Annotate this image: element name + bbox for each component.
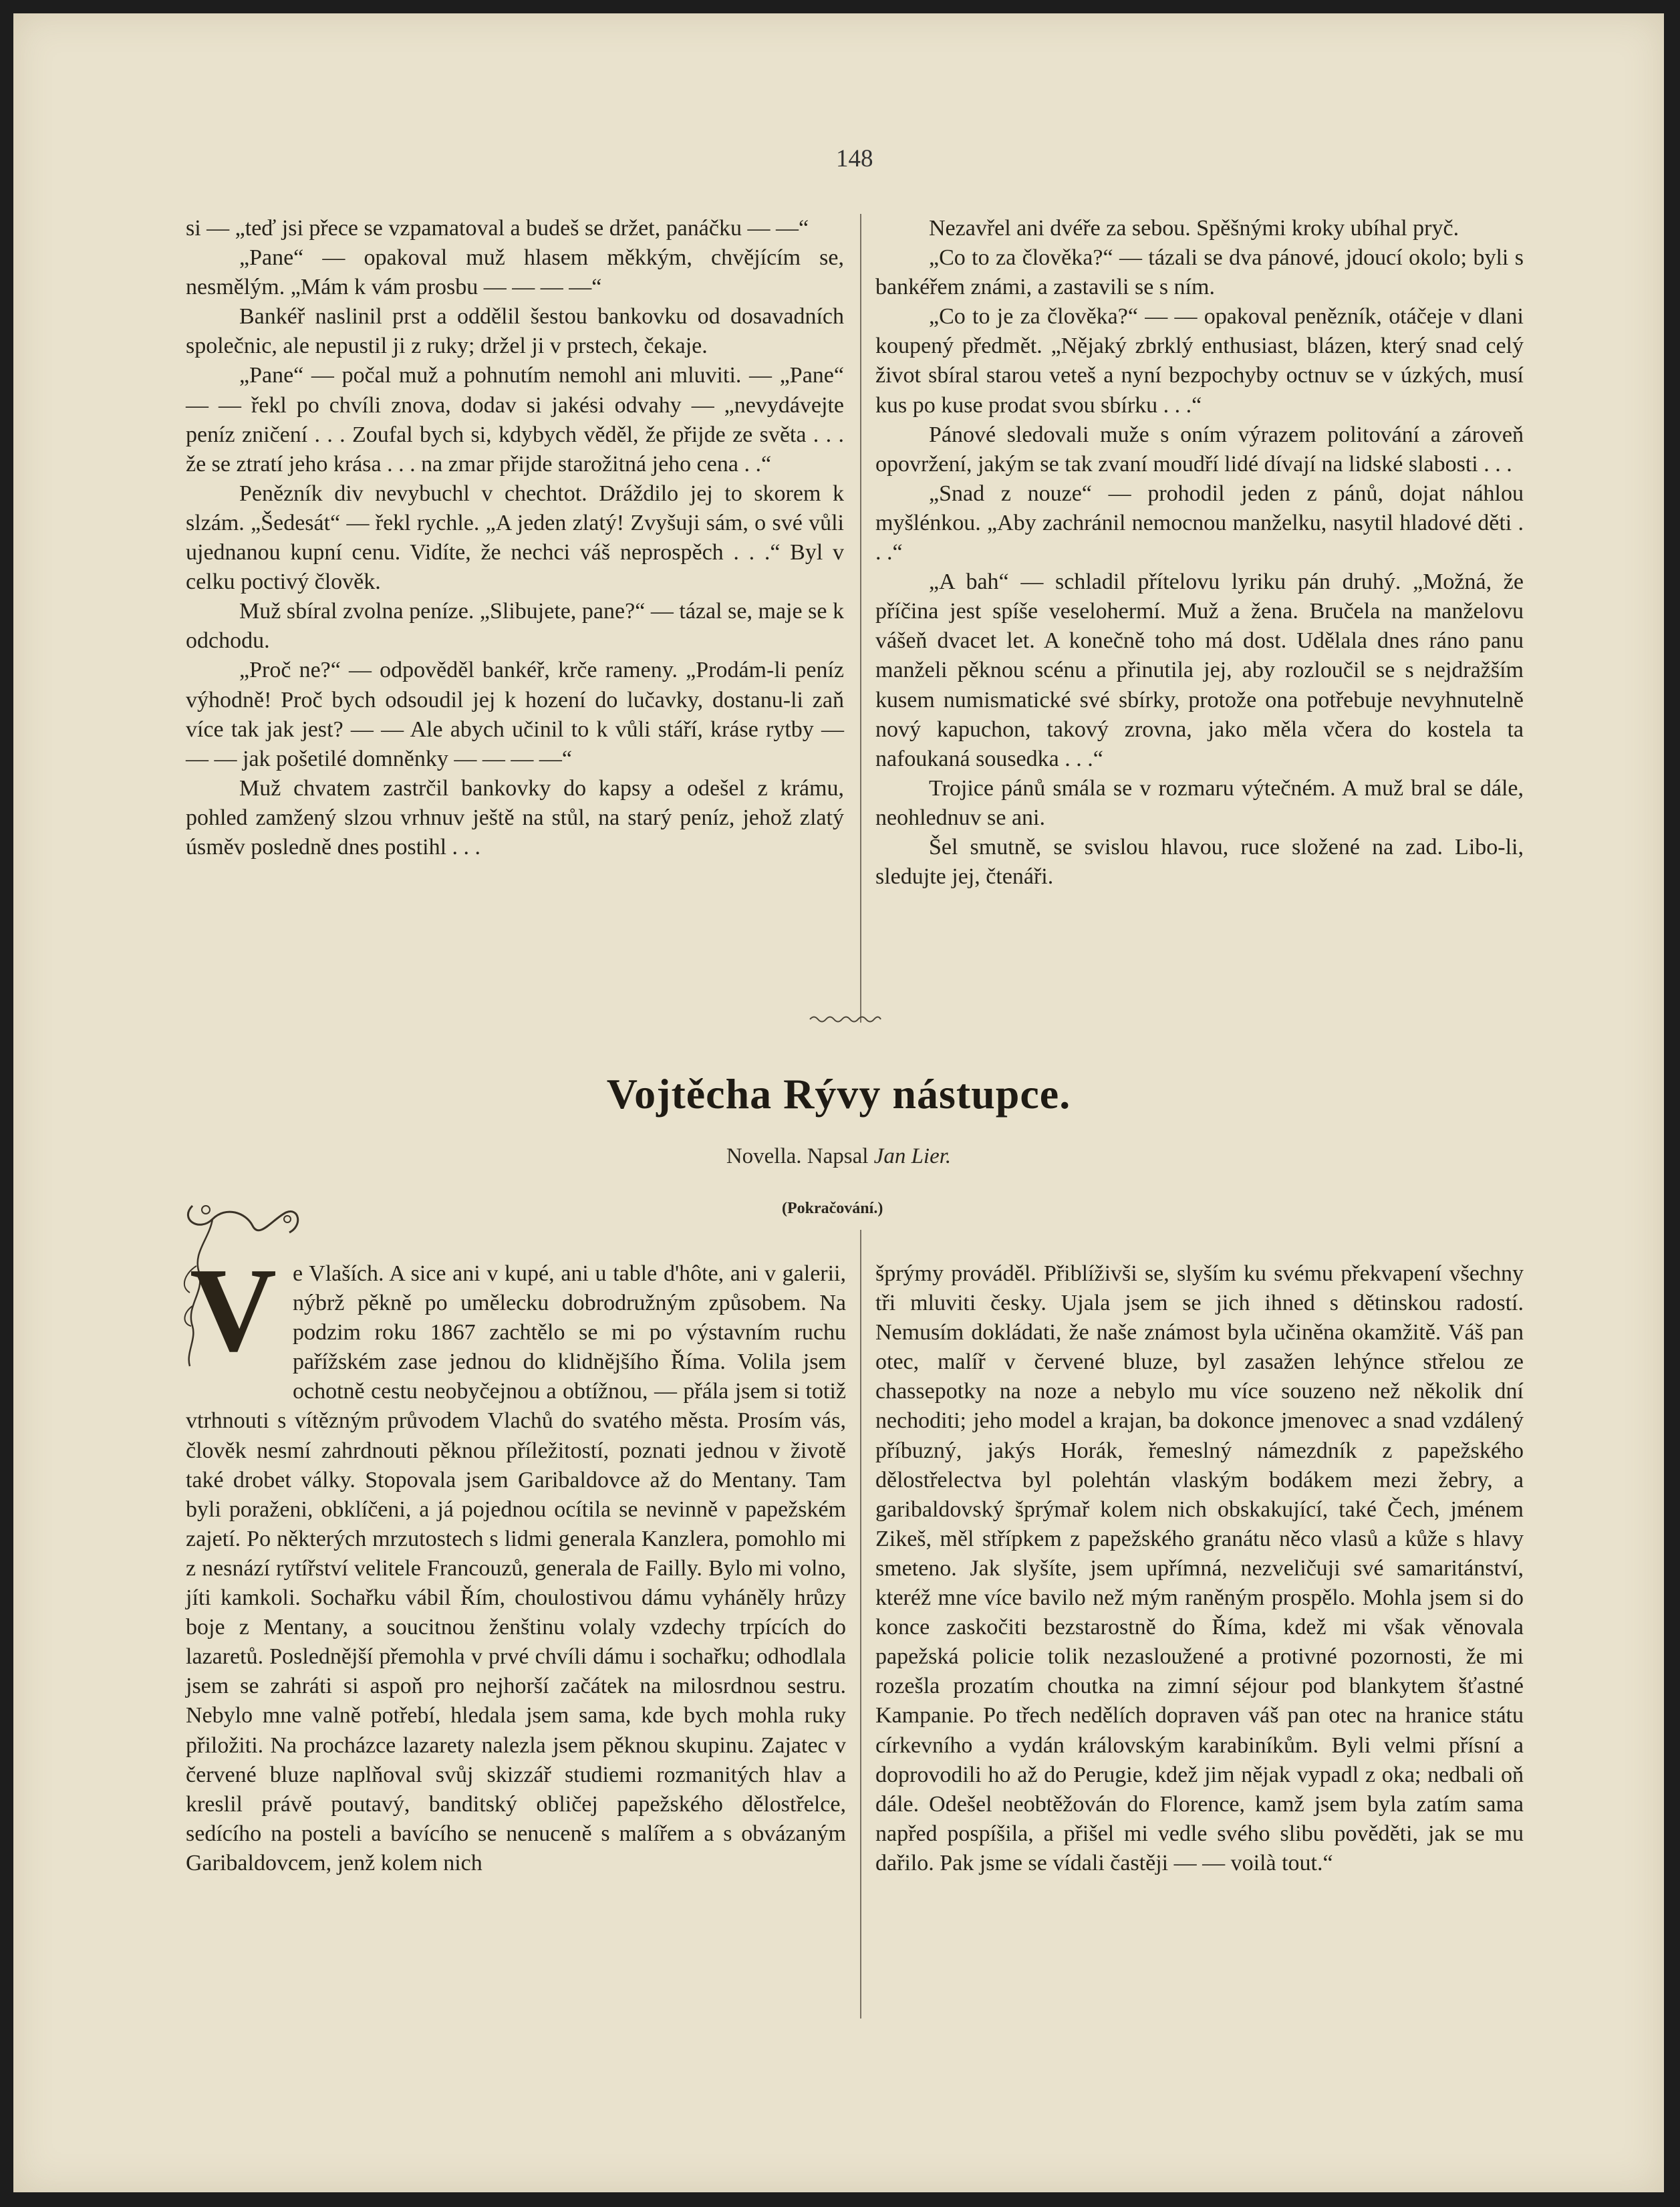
continued-note: (Pokračování.)	[782, 1200, 883, 1217]
paragraph: „Pane“ — počal muž a pohnutím nemohl ani mluviti. — „Pane“ — — řekl po chvíli znova, dodav si jakési odvahy — „nevydávejte peníz zničení . . . Zoufal bych si, kdybych věděl, že přijde ze světa . . . že se ztratí jeho krása . . . na zmar přijde starožitná jeho cena . .“	[186, 363, 844, 477]
paragraph: šprýmy prováděl. Přiblíživši se, slyším ku svému překvapení všechny tři mluviti česky. Ujala jsem se jich ihned s dětinskou radostí. Nemusím dokládati, že naše známost byla učiněna okamžitě. Váš pan otec, malíř v červené bluze, byl zasažen lehýnce střelou ze chassepotky na noze a nebylo mu více souzeno než několik dní nechoditi; jeho model a krajan, ba dokonce jmenovec a snad vzdálený příbuzný, jakýs Horák, řemeslný námezdník z papežského dělostřelectva byl polehtán vlaským bodákem mezi žebry, a garibaldovský šprýmař kolem nich obskakující, také Čech, jménem Zikeš, měl střípkem z papežského granátu něco vlasů a kůže s hlavy smeteno. Jak slyšíte, jsem upřímná, nezveličuji své samaritánství, kteréž mne více bavilo než mým raněným prospělo. Mohla jsem si do konce zaskočiti bezstarostně do Říma, kdež mi však věnovala papežská policie tolik nezasloužené a protivné pozornosti, že mi rozešla prozatím choutka na zimní séjour pod blankytem šťastné Kampanie. Po třech nedělích dopraven váš pan otec na hranice státu církevního a vydán královským karabiníkům. Byli velmi přísní a doprovodili ho až do Perugie, kdež jim nějak vypadl z oka; nedbali oň dále. Odešel neobtěžován do Florence, kamž jsem byla zatím sama napřed pospíšila, a přišel mi vedle svého slibu pověděti, jak se mu dařilo. Pak jsme se vídali častěji — — voilà tout.“	[875, 1261, 1524, 1875]
page-number: 148	[836, 145, 873, 172]
subtitle-prefix: Novella. Napsal	[726, 1144, 869, 1168]
story-subtitle	[13, 1144, 1664, 1169]
top-left-column	[186, 214, 844, 862]
top-right-column	[875, 214, 1524, 892]
paragraph: Nezavřel ani dvéře za sebou. Spěšnými kroky ubíhal pryč.	[929, 216, 1459, 241]
paragraph: „Proč ne?“ — odpověděl bankéř, krče rameny. „Prodám-li peníz výhodně! Proč bych odsoudil jej k hození do lučavky, dostanu-li zaň více tak jak jest? — — Ale abych učinil to k vůli stáří, kráse rytby — — — jak pošetilé domněnky — — — —“	[186, 658, 844, 771]
story-right-column	[875, 1259, 1524, 1878]
author-name: Jan Lier.	[873, 1144, 952, 1168]
paragraph: Pánové sledovali muže s oním výrazem politování a zároveň opovržení, jakým se tak zvaní moudří lidé dívají na lidské slabosti . . .	[875, 422, 1524, 477]
column-divider	[860, 1230, 861, 2019]
scanned-page	[13, 13, 1664, 2192]
paragraph: „A bah“ — schladil přítelovu lyriku pán druhý. „Možná, že příčina jest spíše veselohermí. Muž a žena. Bručela na manželovu vášeň dvacet let. A konečně toho má dost. Udělala dnes ráno panu manželi pěknou scénu a přinutila jej, aby rozloučil se s nejdražším kusem numismatické své sbírky, protože ona potřebuje nevyhnutelně nový kapuchon, takový zrovna, jako měla včera do kostela ta nafoukaná sousedka . . .“	[875, 569, 1524, 771]
paragraph: Muž sbíral zvolna peníze. „Slibujete, pane?“ — tázal se, maje se k odchodu.	[186, 599, 844, 654]
paragraph: Penězník div nevybuchl v chechtot. Dráždilo jej to skorem k slzám. „Šedesát“ — řekl rychle. „A jeden zlatý! Zvyšuji sám, o své vůli ujednanou kupní cenu. Vidíte, že nechci váš neprospěch . . .“ Byl v celku poctivý člověk.	[186, 481, 844, 595]
wavy-separator-ornament	[809, 1013, 882, 1025]
paragraph: „Co to za člověka?“ — tázali se dva pánové, jdoucí okolo; byli s bankéřem známi, a zastavili se s ním.	[875, 245, 1524, 300]
paragraph: Šel smutně, se svislou hlavou, ruce složené na zad. Libo-li, sledujte jej, čtenáři.	[875, 834, 1524, 890]
paragraph: „Pane“ — opakoval muž hlasem měkkým, chvějícím se, nesmělým. „Mám k vám prosbu — — — —“	[186, 245, 844, 300]
paragraph: „Co to je za člověka?“ — — opakoval penězník, otáčeje v dlani koupený předmět. „Nějaký zbrklý enthusiast, blázen, který snad celý život sbíral starou veteš a nyní bezpochyby octnuv se v úzkých, musí kus po kuse prodat svou sbírku . . .“	[875, 304, 1524, 418]
drop-cap-letter: V	[190, 1243, 277, 1376]
column-divider	[860, 214, 861, 1023]
story-left-column	[186, 1243, 846, 1878]
decorated-initial	[186, 1243, 286, 1380]
story-title: Vojtěcha Rývy nástupce.	[606, 1070, 1071, 1118]
paragraph: Bankéř naslinil prst a oddělil šestou bankovku od dosavadních společnic, ale nepustil ji z ruky; držel ji v prstech, čekaje.	[186, 304, 844, 359]
paragraph: si — „teď jsi přece se vzpamatoval a budeš se držet, panáčku — —“	[186, 216, 809, 241]
paragraph: Trojice pánů smála se v rozmaru výtečném. A muž bral se dále, neohlednuv se ani.	[875, 775, 1524, 830]
paragraph: „Snad z nouze“ — prohodil jeden z pánů, dojat náhlou myšlénkou. „Aby zachránil nemocnou manželku, nasytil hladové děti . . .“	[875, 481, 1524, 565]
paragraph: e Vlaších. A sice ani v kupé, ani u table d'hôte, ani v galerii, nýbrž pěkně po umělecku dobrodružným způsobem. Na podzim roku 1867 zachtělo se mi po výstavním ruchu pařížském zase jednou do klidnějšího Říma. Volila jsem ochotně cestu neobyčejnou a obtížnou, — přála jsem si totiž vtrhnouti s vítězným průvodem Vlachů do svatého města. Prosím vás, člověk nesmí zahrdnouti pěknou příležitostí, poznati jednou v životě také drobet války. Stopovala jsem Garibaldovce až do Mentany. Tam byli poraženi, obklíčeni, a já pojednou ocítila se nevinně v papežském zajetí. Po některých mrzutostech s lidmi generala Kanzlera, pomohlo mi z nesnází rytířství velitele Francouzů, generala de Failly. Bylo mi volno, jíti kamkoli. Sochařku vábil Řím, choulostivou dámu vyháněly hrůzy boje z Mentany, a soucitnou ženštinu volaly vzdechy trpících do lazaretů. Poslednější přemohla v prvé chvíli dámu i sochařku; odhodlala jsem se zahráti si aspoň pro nejhorší začátek na milosrdnou sestru. Nebylo mne valně potřebí, hledala jsem sama, kde bych mohla ruky přiložiti. Na procházce lazarety nalezla jsem pěknou skupinu. Zajatec v červené bluze naplňoval svůj skizzář studiemi rozmanitých hlav a kreslil právě poutavý, banditský obličej papežského dělostřelce, sedícího na posteli a bavícího se nenuceně s malířem a s obvázaným Garibaldovcem, jenž kolem nich	[186, 1261, 846, 1875]
paragraph: Muž chvatem zastrčil bankovky do kapsy a odešel z krámu, pohled zamžený slzou vrhnuv ještě na stůl, na starý peníz, jehož zlatý úsměv posledně dnes postihl . . .	[186, 775, 844, 860]
